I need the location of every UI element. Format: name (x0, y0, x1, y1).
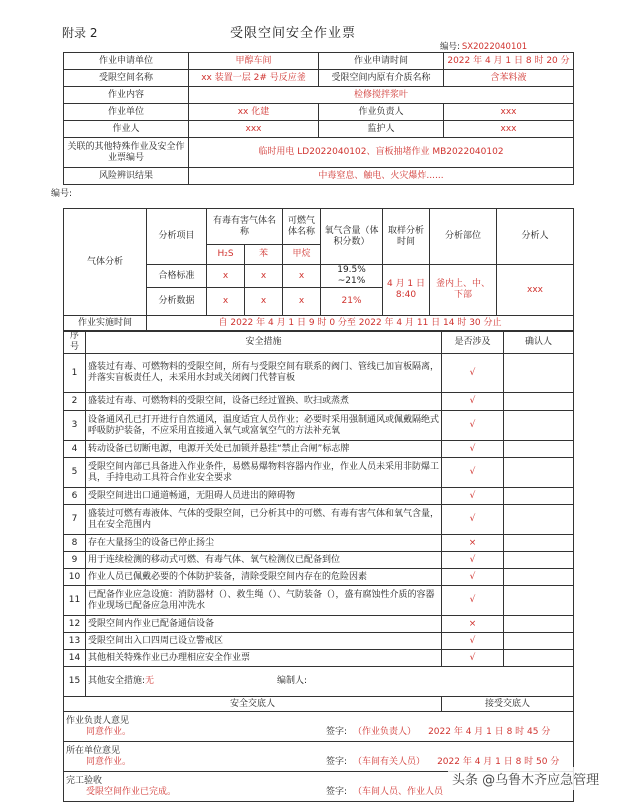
methane-name: 甲烷 (283, 245, 321, 265)
measure-mark: √ (442, 633, 504, 650)
measure-text: 已配备作业应急设施：消防器材（）、救生绳（）、气防装备（），盛有腐蚀性介质的容器作业现场已配备应急用冲洗水 (86, 586, 442, 616)
document-header (0, 0, 640, 55)
data-value: x (207, 288, 245, 316)
analysis-item-label: 分析项目 (147, 209, 207, 265)
applicant-unit-label: 作业申请单位 (64, 53, 189, 70)
worker-label: 作业人 (64, 121, 189, 138)
location-value: 釜内上、中、下部 (430, 265, 497, 316)
measure-confirmer (504, 569, 574, 586)
toxic-gas-header: 有毒有害气体名称 (207, 209, 283, 245)
flammable-gas-header: 可燃气体名称 (283, 209, 321, 245)
table-row (64, 616, 574, 633)
approval-opinion: 同意作业。 (86, 756, 132, 767)
h2s-name: H₂S (207, 245, 245, 265)
floating-number-label: 编号: (50, 186, 73, 199)
measure-mark: × (442, 616, 504, 633)
measure-text: 受限空间进出口通道畅通，无阻碍人员进出的障碍物 (86, 488, 442, 505)
table-row (64, 411, 574, 441)
table-row (64, 441, 574, 458)
space-name-label: 受限空间名称 (64, 70, 189, 87)
measure-confirmer (504, 633, 574, 650)
application-time-label: 作业申请时间 (319, 53, 444, 70)
table-row (64, 535, 574, 552)
work-unit-value: xx 化建 (189, 104, 319, 121)
measure-text: 盛装过有毒、可燃物料的受限空间，所有与受限空间有联系的阀门、管线已加盲板隔离，并落实盲板责任人，未采用水封或关闭阀门代替盲板 (86, 354, 442, 393)
measure-no: 5 (64, 458, 86, 488)
measure-confirmer (504, 616, 574, 633)
standard-value: x (207, 265, 245, 288)
approval-date: 2022 年 4 月 1 日 8 时 45 分 (428, 726, 551, 737)
table-row (64, 650, 574, 667)
involved-header: 是否涉及 (442, 331, 504, 354)
measure-confirmer (504, 586, 574, 616)
approval-opinion: 受限空间作业已完成。 (86, 786, 177, 797)
work-info-table (63, 52, 574, 185)
work-leader-label: 作业负责人 (319, 104, 444, 121)
measure-text: 受限空间出入口四周已设立警戒区 (86, 633, 442, 650)
measure-mark: √ (442, 586, 504, 616)
table-row (64, 569, 574, 586)
approval-title: 完工验收 (66, 775, 103, 786)
source-watermark: 头条 @乌鲁木齐应急管理 (448, 767, 603, 790)
measure-text: 作业人员已佩戴必要的个体防护装备，清除受限空间内存在的危险因素 (86, 569, 442, 586)
measure-confirmer (504, 488, 574, 505)
approval-row (64, 712, 574, 742)
measure-mark: √ (442, 488, 504, 505)
work-period-label: 作业实施时间 (64, 316, 147, 332)
table-row (64, 505, 574, 535)
measure-no: 3 (64, 411, 86, 441)
measure-no: 8 (64, 535, 86, 552)
table-row (64, 138, 574, 168)
measure-confirmer (504, 505, 574, 535)
measure-mark: √ (442, 552, 504, 569)
measure-text: 设备通风孔已打开进行自然通风，温度适宜人员作业；必要时采用强制通风或佩戴隔绝式呼吸防护装备，不应采用直接通入氧气或富氧空气的方法补充氧 (86, 411, 442, 441)
table-row (64, 331, 574, 354)
measure-confirmer (504, 552, 574, 569)
approval-title: 所在单位意见 (66, 745, 121, 756)
table-row (64, 697, 574, 712)
guardian-label: 监护人 (319, 121, 444, 138)
table-row (64, 53, 574, 70)
location-header: 分析部位 (430, 209, 497, 265)
document-number-label: 编号: (440, 42, 460, 52)
measure-mark: √ (442, 505, 504, 535)
medium-name-label: 受限空间内原有介质名称 (319, 70, 444, 87)
measure-no: 7 (64, 505, 86, 535)
data-label: 分析数据 (147, 288, 207, 316)
medium-name-value: 含苯料液 (444, 70, 574, 87)
measure-text: 存在大量扬尘的设备已停止扬尘 (86, 535, 442, 552)
related-permits-value: 临时用电 LD2022040102、盲板抽堵作业 MB2022040102 (189, 138, 574, 168)
measure-header: 安全措施 (86, 331, 442, 354)
table-row (64, 209, 574, 245)
measure-mark: √ (442, 458, 504, 488)
document-number (440, 40, 527, 52)
table-row (64, 667, 574, 697)
measure-mark: √ (442, 650, 504, 667)
measure-text: 用于连续检测的移动式可燃、有毒气体、氧气检测仪已配备到位 (86, 552, 442, 569)
other-measures-value: 无 (145, 676, 155, 686)
signer: （作业负责人） (353, 726, 417, 737)
measure-text: 受限空间内部已具备进入作业条件，易燃易爆物料容器内作业，作业人员未采用非防爆工具，手持电动工具符合作业安全要求 (86, 458, 442, 488)
table-row (64, 70, 574, 87)
table-row (64, 168, 574, 185)
signer: （车间人员、作业人员 (353, 786, 444, 797)
applicant-unit-value: 甲醇车间 (189, 53, 319, 70)
standard-value: x (283, 265, 321, 288)
sign-label: 签字: (326, 756, 348, 767)
application-time-value: 2022 年 4 月 1 日 8 时 20 分 (444, 53, 574, 70)
measure-no: 4 (64, 441, 86, 458)
related-permits-label: 关联的其他特殊作业及安全作业票编号 (64, 138, 189, 168)
measure-no: 11 (64, 586, 86, 616)
oxygen-header: 氧气含量（体积分数） (321, 209, 383, 265)
measure-no: 15 (64, 667, 86, 697)
benzene-name: 苯 (245, 245, 283, 265)
table-row (64, 552, 574, 569)
table-row (64, 586, 574, 616)
measure-confirmer (504, 354, 574, 393)
approval-cell (64, 712, 574, 742)
document-title: 受限空间安全作业票 (230, 26, 357, 41)
measure-text: 盛装过可燃有毒液体、气体的受限空间，已分析其中的可燃、有毒有害气体和氧气含量，且在安全范围内 (86, 505, 442, 535)
table-row (64, 393, 574, 411)
measure-mark: √ (442, 411, 504, 441)
approval-title: 作业负责人意见 (66, 715, 130, 726)
gas-analysis-table (63, 208, 574, 332)
table-row (64, 488, 574, 505)
sampling-time-value: 4 月 1 日 8:40 (383, 265, 430, 316)
measure-mark: √ (442, 393, 504, 411)
approval-date: 2022 年 4 月 1 日 8 时 50 分 (437, 756, 560, 767)
measure-no: 9 (64, 552, 86, 569)
appendix-label: 附录 2 (62, 26, 98, 40)
table-row (64, 104, 574, 121)
measure-text: 盛装过有毒、可燃物料的受限空间，设备已经过置换、吹扫或蒸煮 (86, 393, 442, 411)
measure-no: 10 (64, 569, 86, 586)
oxygen-standard-value: 19.5% ~21% (321, 265, 383, 288)
data-value: x (283, 288, 321, 316)
work-period-value: 自 2022 年 4 月 1 日 9 时 0 分至 2022 年 4 月 11 日 14 时 30 分止 (147, 316, 574, 332)
oxygen-data-value: 21% (321, 288, 383, 316)
measure-mark: √ (442, 354, 504, 393)
measure-no: 14 (64, 650, 86, 667)
table-row (64, 633, 574, 650)
safety-measures-table (63, 330, 574, 802)
approval-opinion: 同意作业。 (86, 726, 132, 737)
measure-confirmer (504, 393, 574, 411)
work-content-value: 检修搅拌浆叶 (189, 87, 574, 104)
work-content-label: 作业内容 (64, 87, 189, 104)
measure-no: 2 (64, 393, 86, 411)
sampling-time-header: 取样分析时间 (383, 209, 430, 265)
measure-text: 转动设备已切断电源，电源开关处已加锁并悬挂“禁止合闸”标志牌 (86, 441, 442, 458)
document-number-value: SX2022040101 (461, 42, 528, 52)
analyst-header: 分析人 (497, 209, 574, 265)
space-name-value: xx 装置一层 2# 号反应釜 (189, 70, 319, 87)
table-row (64, 121, 574, 138)
measure-no: 1 (64, 354, 86, 393)
risk-result-label: 风险辨识结果 (64, 168, 189, 185)
measure-confirmer (504, 458, 574, 488)
receiver-label: 接受交底人 (442, 697, 574, 712)
measure-confirmer (504, 441, 574, 458)
gas-section-label: 气体分析 (64, 209, 147, 316)
standard-value: x (245, 265, 283, 288)
sign-label: 签字: (326, 726, 348, 737)
measure-text: 其他相关特殊作业已办理相应安全作业票 (86, 650, 442, 667)
safety-discloser-label: 安全交底人 (64, 697, 442, 712)
measure-no: 13 (64, 633, 86, 650)
signer: （车间有关人员） (353, 756, 426, 767)
data-value: x (245, 288, 283, 316)
measure-confirmer (504, 650, 574, 667)
risk-result-value: 中毒窒息、触电、火灾爆炸...... (189, 168, 574, 185)
measure-confirmer (504, 535, 574, 552)
measure-no: 12 (64, 616, 86, 633)
worker-value: xxx (189, 121, 319, 138)
work-leader-value: xxx (444, 104, 574, 121)
measure-confirmer (504, 411, 574, 441)
seq-header: 序号 (64, 331, 86, 354)
measure-text: 受限空间内作业已配备通信设备 (86, 616, 442, 633)
confirmer-header: 确认人 (504, 331, 574, 354)
other-measures-label: 其他安全措施: (88, 676, 146, 686)
measure-no: 6 (64, 488, 86, 505)
measure-mark: √ (442, 569, 504, 586)
compiler-label: 编制人: (276, 676, 307, 686)
table-row (64, 354, 574, 393)
analyst-value: xxx (497, 265, 574, 316)
measure-mark: √ (442, 441, 504, 458)
work-unit-label: 作业单位 (64, 104, 189, 121)
sign-label: 签字: (326, 786, 348, 797)
guardian-value: xxx (444, 121, 574, 138)
table-row (64, 87, 574, 104)
other-measures-cell (86, 667, 574, 697)
table-row (64, 458, 574, 488)
standard-label: 合格标准 (147, 265, 207, 288)
measure-mark: × (442, 535, 504, 552)
